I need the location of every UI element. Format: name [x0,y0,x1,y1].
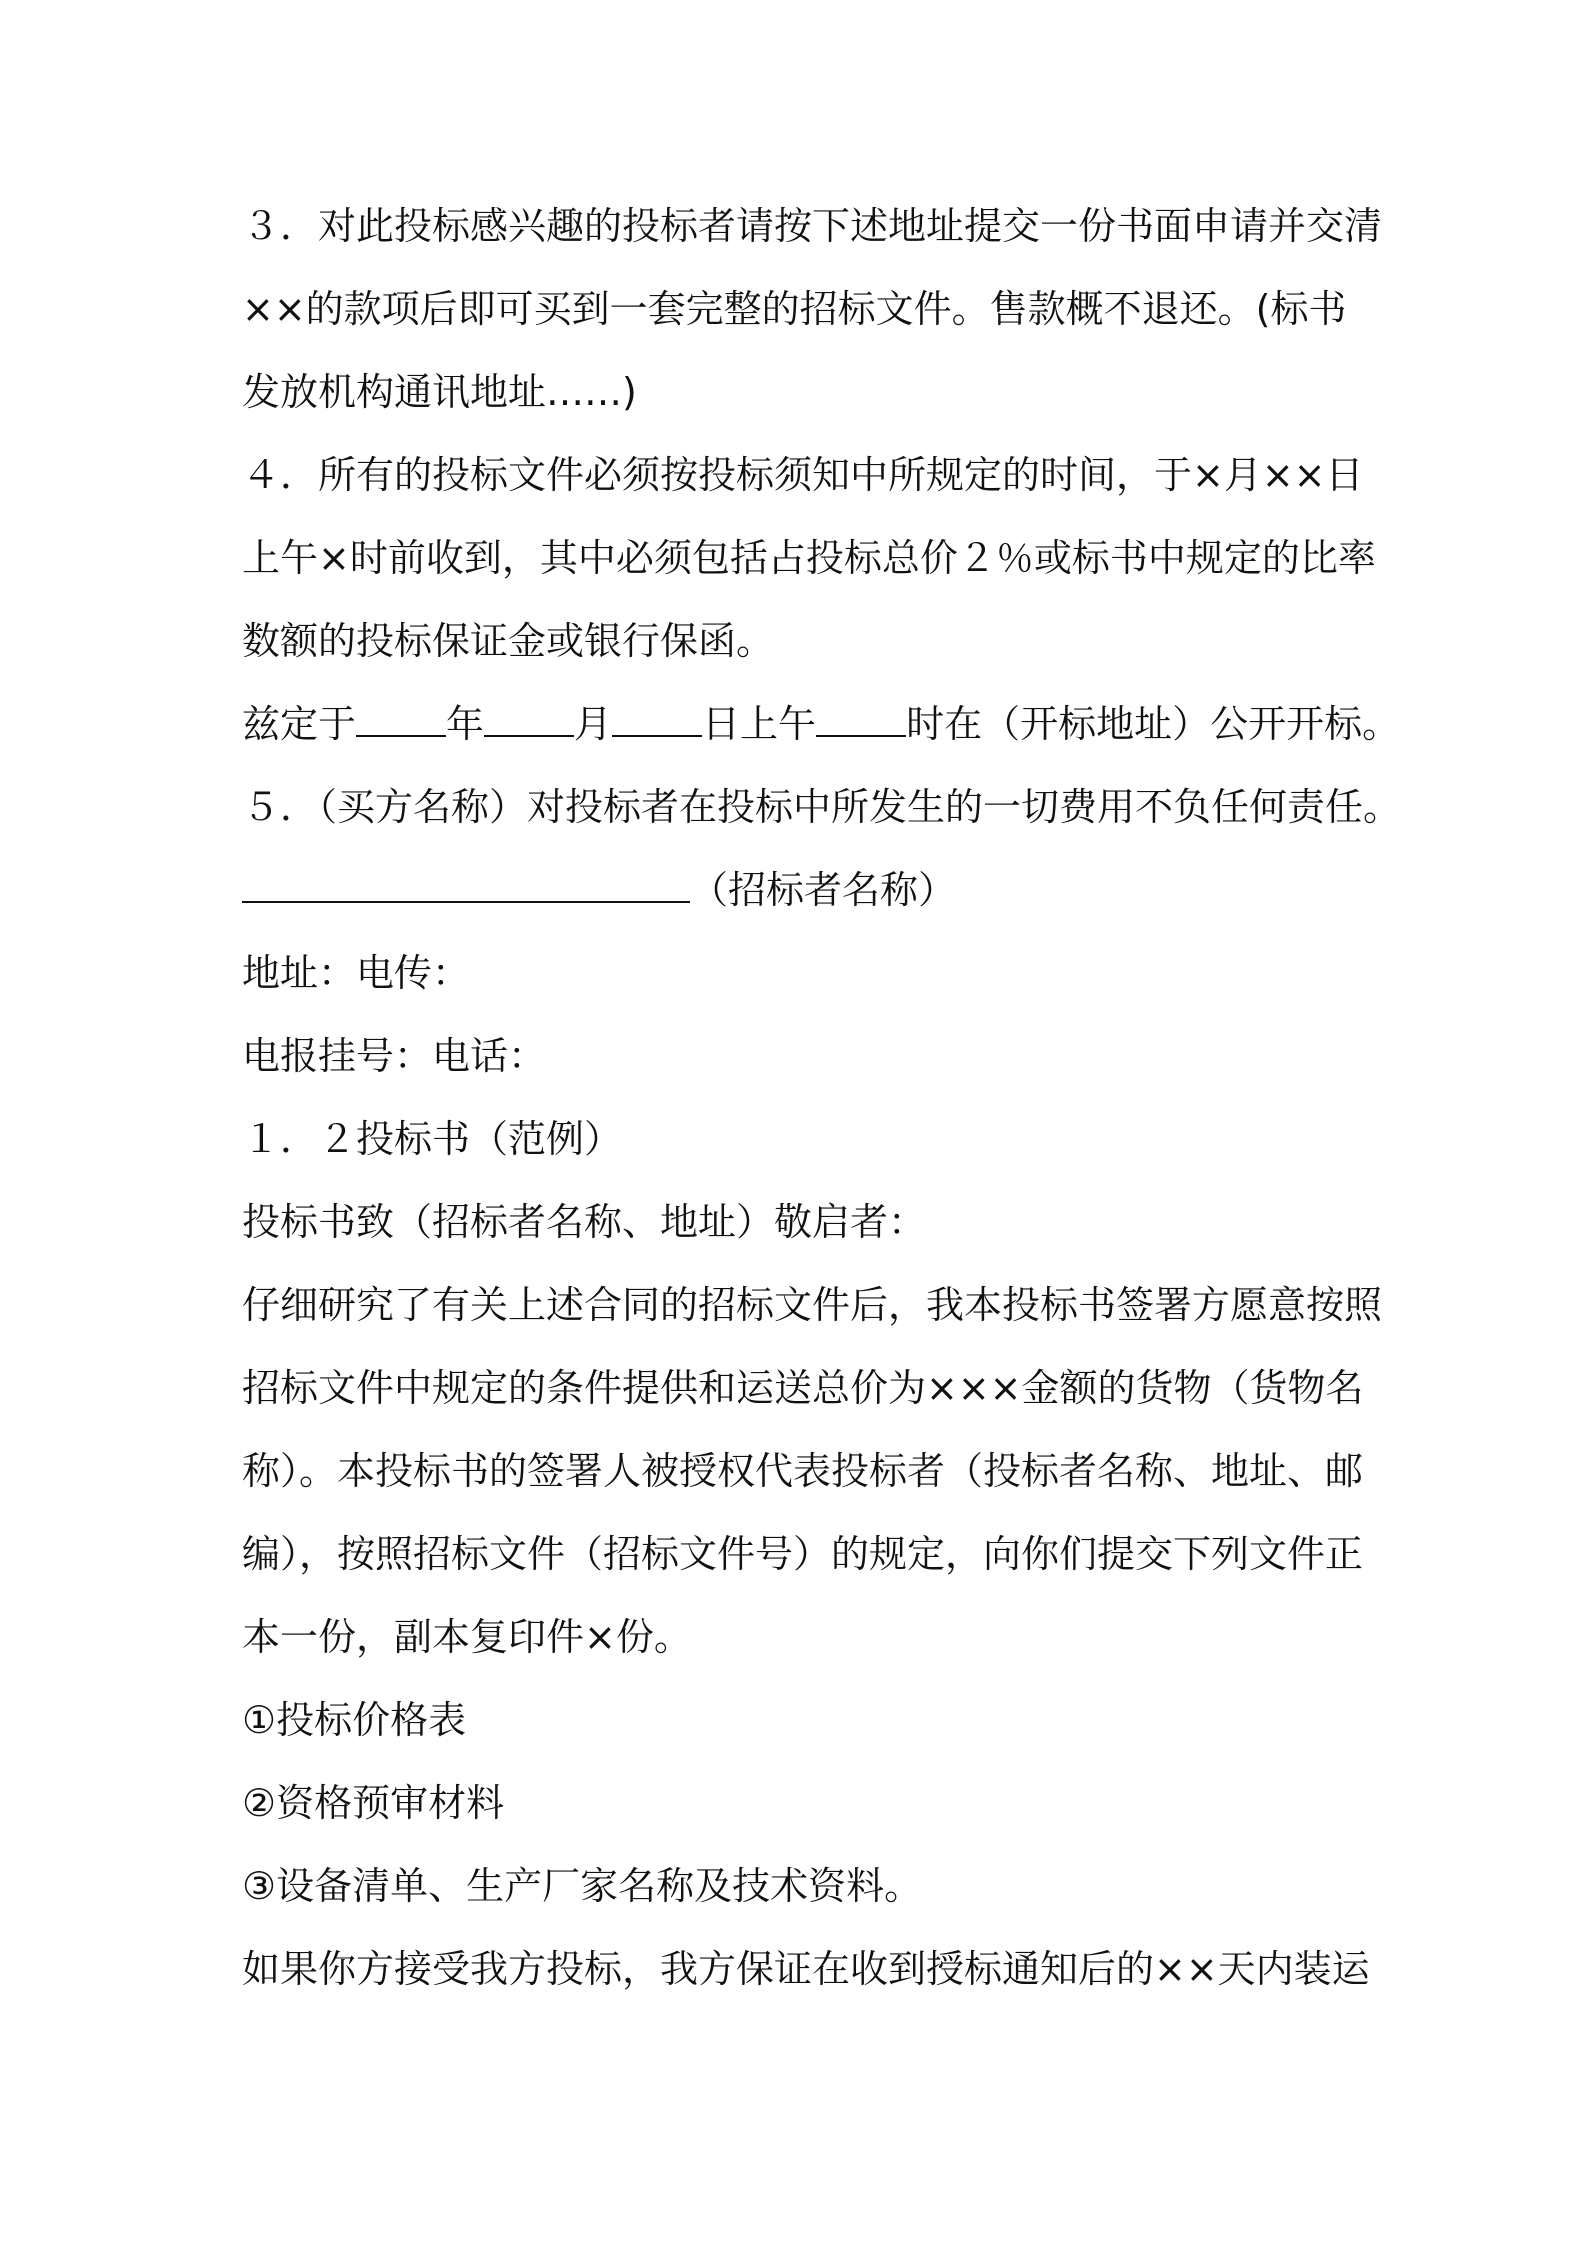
opening-year: 年 [446,702,485,746]
signature-blank [242,867,690,903]
list-item: ①投标价格表 [242,1698,467,1742]
paragraph-line: 发放机构通讯地址……) [242,370,637,414]
paragraph-line: 数额的投标保证金或银行保函。 [242,619,775,663]
paragraph-line: ３．对此投标感兴趣的投标者请按下述地址提交一份书面申请并交清 [242,204,1383,248]
list-item: ②资格预审材料 [242,1781,505,1825]
paragraph-line: ４．所有的投标文件必须按投标须知中所规定的时间，于×月××日 [242,453,1364,497]
signer-label: （招标者名称） [690,868,957,912]
paragraph-line: 上午×时前收到，其中必须包括占投标总价２％或标书中规定的比率 [242,536,1376,580]
paragraph-line: 编），按照招标文件（招标文件号）的规定，向你们提交下列文件正 [242,1532,1364,1576]
opening-day: 日上午 [702,702,817,746]
paragraph-line: 地址：电传： [242,951,471,995]
paragraph-line: 招标文件中规定的条件提供和运送总价为×××金额的货物（货物名 [242,1366,1364,1410]
paragraph-line: 仔细研究了有关上述合同的招标文件后，我本投标书签署方愿意按照 [242,1283,1383,1327]
opening-line [242,700,1401,748]
paragraph-line: 如果你方接受我方投标，我方保证在收到授标通知后的××天内装运 [242,1947,1370,1991]
blank-field [484,701,574,737]
paragraph-line: 本一份，副本复印件×份。 [242,1615,692,1659]
signer-line [242,866,1362,914]
blank-field [356,701,446,737]
opening-prefix: 兹定于 [242,702,357,746]
paragraph-line: ××的款项后即可买到一套完整的招标文件。售款概不退还。(标书 [242,287,1347,331]
paragraph-line: 称）。本投标书的签署人被授权代表投标者（投标者名称、地址、邮 [242,1449,1364,1493]
paragraph-line: 电报挂号：电话： [242,1034,547,1078]
list-item: ③设备清单、生产厂家名称及技术资料。 [242,1864,923,1908]
paragraph-line: 投标书致（招标者名称、地址）敬启者： [242,1200,927,1244]
opening-hour: 时在（开标地址）公开开标。 [906,702,1401,746]
item-5-line: ５．（买方名称）对投标者在投标中所发生的一切费用不负任何责任。 [242,785,1402,829]
blank-field [612,701,702,737]
blank-field [816,701,906,737]
section-heading: １．２投标书（范例） [242,1117,623,1161]
opening-month: 月 [574,702,613,746]
